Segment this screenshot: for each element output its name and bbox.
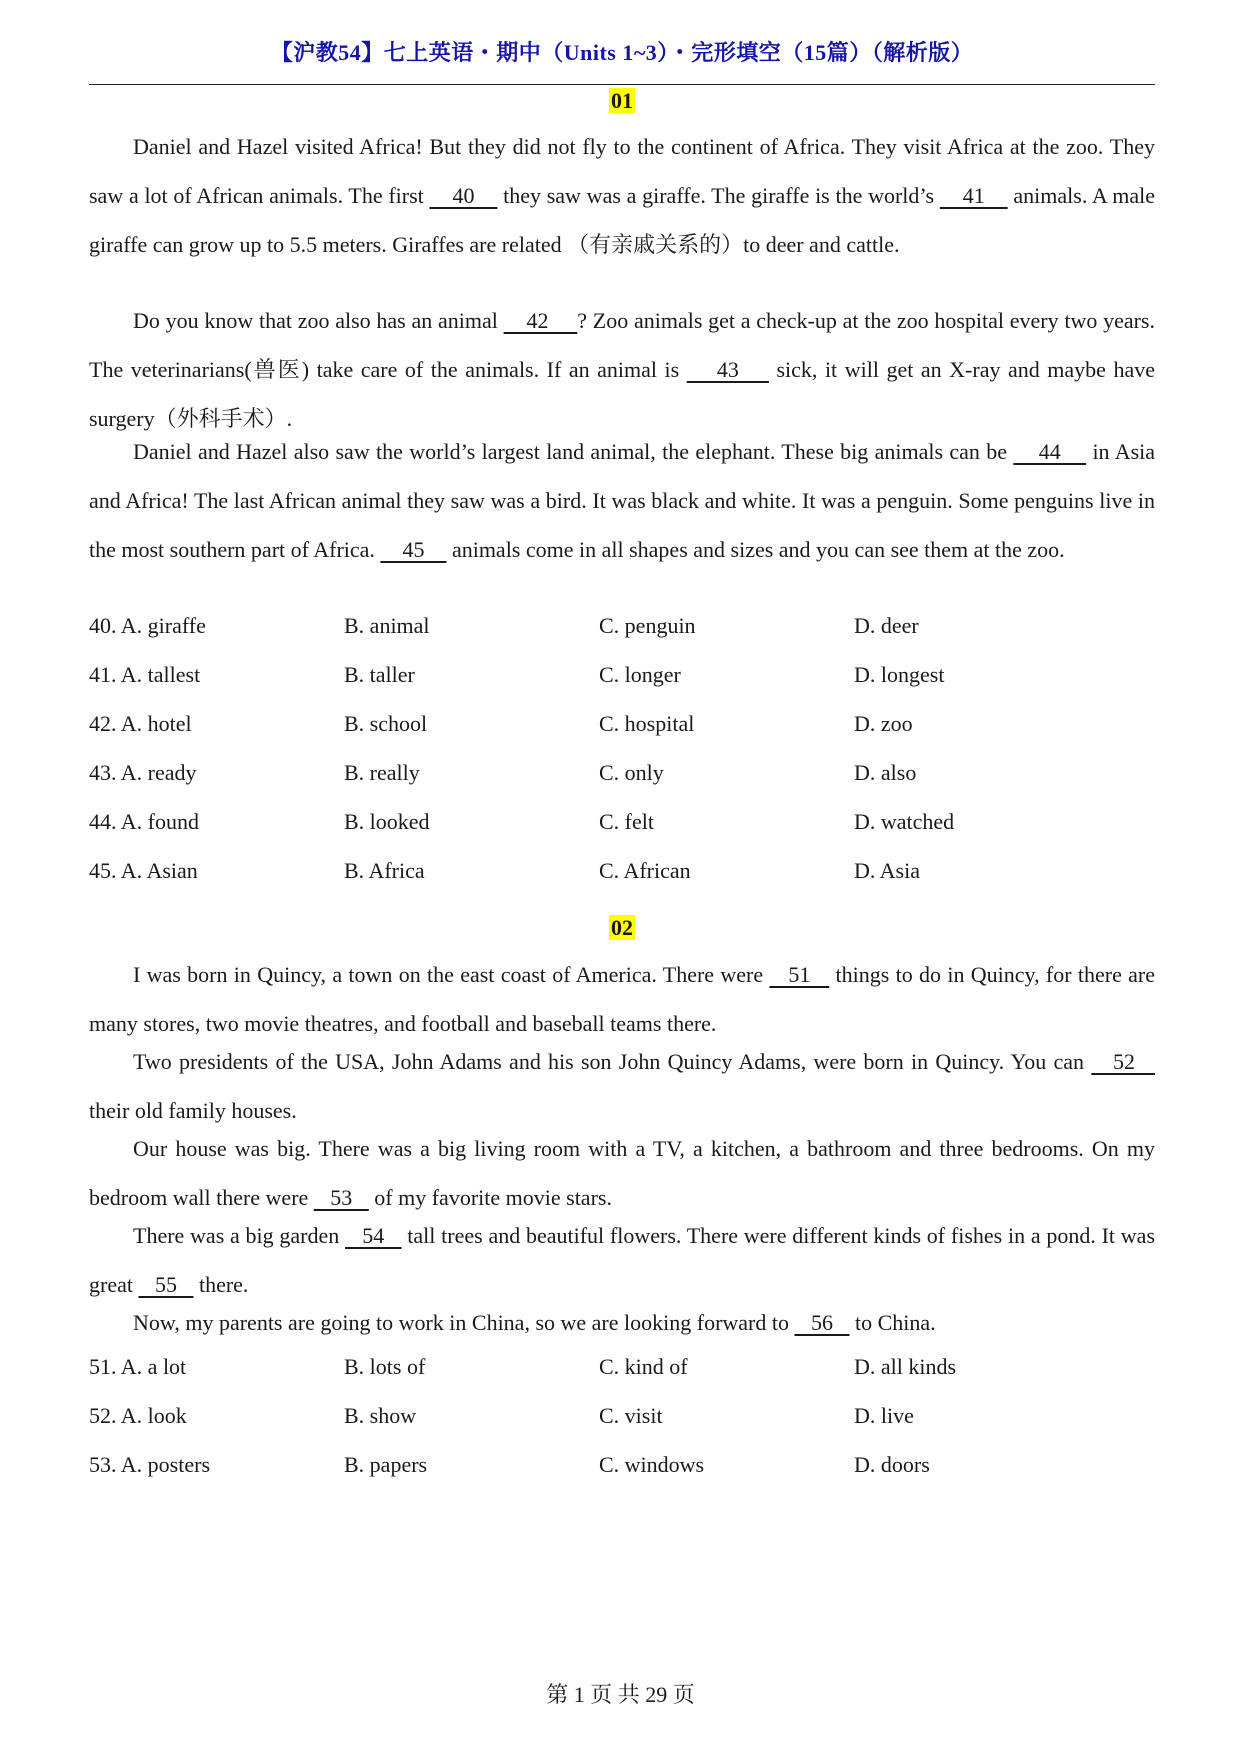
header-divider [89, 84, 1155, 85]
option-choice: C. visit [599, 1403, 663, 1428]
option-choice: D. all kinds [854, 1354, 957, 1379]
option-choice: D. Asia [854, 858, 920, 883]
option-choice: C. African [599, 858, 691, 883]
option-choice: D. deer [854, 613, 919, 638]
option-choice: D. zoo [854, 711, 913, 736]
option-choice: 40. A. giraffe [89, 613, 206, 638]
option-choice: 52. A. look [89, 1403, 187, 1428]
answer-blank: 45 [380, 537, 447, 562]
option-choice: D. also [854, 760, 917, 785]
option-choice: C. felt [599, 809, 654, 834]
question-options-row [89, 846, 1155, 895]
answer-blank: 54 [345, 1223, 402, 1248]
option-choice: B. show [344, 1403, 417, 1428]
option-choice: C. windows [599, 1452, 705, 1477]
option-choice: D. live [854, 1403, 914, 1428]
passage-paragraph: Now, my parents are going to work in China, so we are looking forward to 56 to China. [133, 1310, 936, 1335]
option-choice: C. kind of [599, 1354, 688, 1379]
passage-paragraph: I was born in Quincy, a town on the east coast of America. There were 51 things to do in Quincy, for there are many stores, two movie theatres, and football and baseball teams there. [89, 962, 1155, 1036]
question-options-row [89, 1440, 1155, 1489]
option-choice: B. papers [344, 1452, 428, 1477]
answer-blank: 42 [503, 308, 578, 333]
option-choice: B. looked [344, 809, 430, 834]
options-list [89, 1342, 1155, 1489]
section-number: 02 [611, 915, 633, 940]
answer-blank: 41 [939, 183, 1008, 208]
option-choice: 41. A. tallest [89, 662, 201, 687]
answer-blank: 51 [769, 962, 830, 987]
question-options-row [89, 601, 1155, 650]
option-choice: C. only [599, 760, 664, 785]
option-choice: C. hospital [599, 711, 695, 736]
option-choice: 44. A. found [89, 809, 199, 834]
passage-paragraph: Two presidents of the USA, John Adams and his son John Quincy Adams, were born in Quincy. You can 52 their old family houses. [89, 1049, 1155, 1123]
option-choice: B. taller [344, 662, 415, 687]
option-choice: D. doors [854, 1452, 930, 1477]
question-options-row [89, 1391, 1155, 1440]
option-choice: 53. A. posters [89, 1452, 210, 1477]
passage-paragraph: Daniel and Hazel also saw the world’s largest land animal, the elephant. These big animals can be 44 in Asia and Africa! The last African animal they saw was a bird. It was black and white. It was a penguin. Some penguins live in the most southern part of Africa. 45 animals come in all shapes and sizes and you can see them at the zoo. [89, 439, 1156, 562]
answer-blank: 56 [794, 1310, 850, 1335]
answer-blank: 40 [429, 183, 498, 208]
answer-blank: 55 [138, 1272, 194, 1297]
option-choice: 45. A. Asian [89, 858, 198, 883]
option-choice: 43. A. ready [89, 760, 197, 785]
question-options-row [89, 699, 1155, 748]
option-choice: B. really [344, 760, 420, 785]
answer-blank: 44 [1013, 439, 1087, 464]
option-choice: C. longer [599, 662, 681, 687]
answer-blank: 52 [1091, 1049, 1155, 1074]
option-choice: 51. A. a lot [89, 1354, 187, 1379]
question-options-row [89, 797, 1155, 846]
document-header-title: 【沪教54】七上英语・期中（Units 1~3）・完形填空（15篇）（解析版） [270, 40, 974, 65]
option-choice: B. school [344, 711, 428, 736]
answer-blank: 53 [313, 1185, 369, 1210]
passage-paragraph: Daniel and Hazel visited Africa! But they did not fly to the continent of Africa. They visit Africa at the zoo. They saw a lot of African animals. The first 40 they saw was a giraffe. The giraffe is the world’s 41 animals. A male giraffe can grow up to 5.5 meters. Giraffes are related （有亲戚关系的）to deer and cattle. [89, 134, 1156, 257]
passage-paragraph: Our house was big. There was a big living room with a TV, a kitchen, a bathroom and three bedrooms. On my bedroom wall there were 53 of my favorite movie stars. [89, 1136, 1155, 1210]
option-choice: 42. A. hotel [89, 711, 192, 736]
question-options-row [89, 1342, 1155, 1391]
passage-paragraph: There was a big garden 54 tall trees and beautiful flowers. There were different kinds of fishes in a pond. It was great 55 there. [89, 1223, 1155, 1297]
question-options-row [89, 650, 1155, 699]
page-footer: 第 1 页 共 29 页 [546, 1682, 695, 1707]
option-choice: C. penguin [599, 613, 696, 638]
option-choice: B. Africa [344, 858, 425, 883]
section-number: 01 [611, 88, 633, 113]
option-choice: B. animal [344, 613, 430, 638]
option-choice: D. watched [854, 809, 955, 834]
option-choice: D. longest [854, 662, 945, 687]
passage-paragraph: Do you know that zoo also has an animal 42 ? Zoo animals get a check-up at the zoo hospital every two years. The veterinarians(兽医) take care of the animals. If an animal is 43 sick, it will get an X-ray and maybe have surgery（外科手术）. [89, 308, 1155, 431]
question-options-row [89, 748, 1155, 797]
answer-blank: 43 [686, 357, 769, 382]
options-list [89, 601, 1155, 895]
option-choice: B. lots of [344, 1354, 426, 1379]
